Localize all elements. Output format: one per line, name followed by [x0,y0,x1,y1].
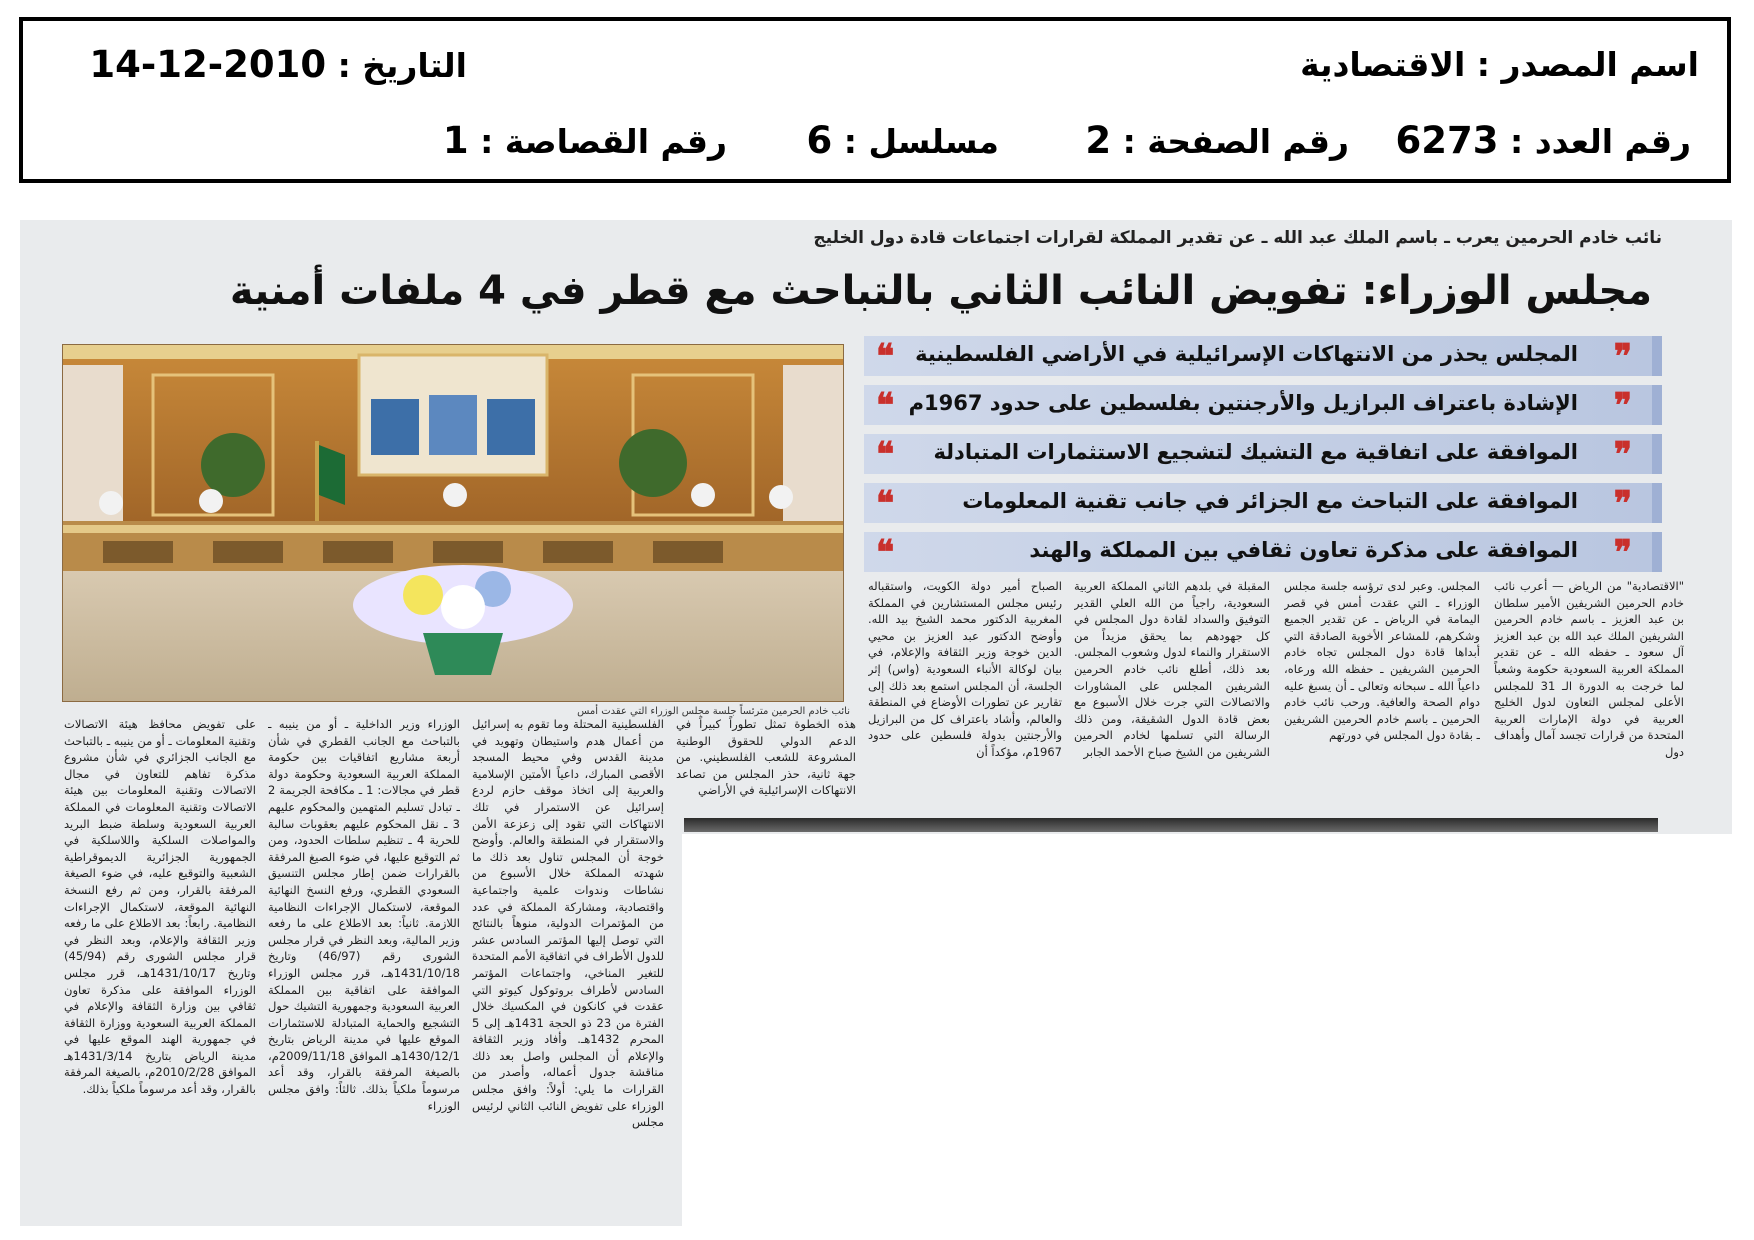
clip-number-label: رقم القصاصة : [468,122,727,161]
quote-open-icon: ❞ [1613,386,1632,426]
article-column [268,716,460,1216]
metadata-box [19,17,1731,183]
article-column [472,716,664,1216]
highlight-item [864,434,1662,474]
clipping-edge-strip [684,818,1658,832]
article-headline: مجلس الوزراء: تفويض النائب الثاني بالتباحث مع قطر في 4 ملفات أمنية [229,268,1652,314]
highlight-text: المجلس يحذر من الانتهاكات الإسرائيلية في الأراضي الفلسطينية [915,342,1578,366]
highlight-text: الموافقة على اتفاقية مع التشيك لتشجيع الاستثمارات المتبادلة [933,440,1578,464]
photo-caption: نائب خادم الحرمين مترئساً جلسة مجلس الوزراء التي عقدت أمس [577,706,850,717]
column-text: هذه الخطوة تمثل تطوراً كبيراً في الدعم الدولي للحقوق الوطنية المشروعة للشعب الفلسطيني. من جهة ثانية، حذر المجلس من تصاعد الانتهاكات الإسرائيلية في الأراضي [676,717,856,798]
column-text: "الاقتصادية" من الرياض — أعرب نائب خادم الحرمين الشريفين الأمير سلطان بن عبد العزيز ـ باسم خادم الحرمين الشريفين الملك عبد الله بن عبد العزيز آل سعود ـ حفظه الله ـ عن تقدير المملكة العربية السعودية حكومة وشعباً لما خرجت به الدورة الـ 31 للمجلس الأعلى لمجلس التعاون لدول الخليج العربية في دولة الإمارات العربية المتحدة من قرارات تجسد آمال وأهداف دول [1494,579,1684,759]
issue-value: 6273 [1395,119,1499,162]
highlight-text: الموافقة على التباحث مع الجزائر في جانب تقنية المعلومات [962,489,1578,513]
quote-close-icon: ❝ [876,435,895,475]
serial-value: 6 [806,119,833,162]
article-column [1494,578,1684,804]
newspaper-clipping [20,220,1732,1226]
page-value: 2 [1085,119,1112,162]
quote-close-icon: ❝ [876,386,895,426]
page-label: رقم الصفحة : [1111,122,1349,161]
page-field [1085,121,1349,162]
quote-close-icon: ❝ [876,337,895,377]
source-field [1300,45,1699,85]
source-label: اسم المصدر : [1465,45,1699,84]
cabinet-session-photo [62,344,844,702]
clip-number-field [443,121,727,162]
cabinet-session-illustration [63,345,843,701]
article-column [64,716,256,1216]
quote-open-icon: ❞ [1613,484,1632,524]
highlight-text: الإشادة باعتراف البرازيل والأرجنتين بفلسطين على حدود 1967م [908,391,1578,415]
date-field [89,45,467,86]
column-text: المقبلة في بلدهم الثاني المملكة العربية السعودية، راجياً من الله العلي القدير التوفيق والسداد لقادة دول المجلس في كل جهودهم بما يحقق مزيداً من الاستقرار والنماء لدول وشعوب المجلس. بعد ذلك، أطلع نائب خادم الحرمين الشريفين المجلس على المشاورات والاتصالات التي جرت خلال الأسبوع مع بعض قادة الدول الشقيقة، ومن ذلك الرسالة التي تسلمها لخادم الحرمين الشريفين من الشيخ صباح الأحمد الجابر [1074,579,1270,759]
highlight-item [864,336,1662,376]
column-text: المجلس. وعبر لدى ترؤسه جلسة مجلس الوزراء ـ التي عقدت أمس في قصر اليمامة في الرياض ـ عن تقدير الجميع وشكرهم، للمشاعر الأخوية الصادقة التي أبداها قادة دول المجلس تجاه خادم الحرمين الشريفين ـ حفظه الله ورعاه، داعياً الله ـ سبحانه وتعالى ـ أن يسبغ عليه دوام الصحة والعافية. ورحب نائب خادم الحرمين ـ باسم خادم الحرمين الشريفين ـ بقادة دول المجلس في دورتهم [1284,579,1480,743]
article-column [1074,578,1270,804]
highlights-list [864,336,1662,581]
article-kicker: نائب خادم الحرمين يعرب ـ باسم الملك عبد الله ـ عن تقدير المملكة لقرارات اجتماعات قادة دول الخليج [813,228,1662,248]
quote-open-icon: ❞ [1613,337,1632,377]
article-column [868,578,1062,804]
column-text: الفلسطينية المحتلة وما تقوم به إسرائيل من أعمال هدم واستيطان وتهويد في مدينة القدس وفي محيط المسجد الأقصى المبارك، داعياً الأمتين الإسلامية والعربية إلى اتخاذ موقف حازم لردع إسرائيل عن الاستمرار في تلك الانتهاكات التي تقود إلى زعزعة الأمن والاستقرار في المنطقة والعالم. وأوضح خوجة أن المجلس تناول بعد ذلك ما شهدته المملكة خلال الأسبوع من نشاطات وندوات علمية واجتماعية واقتصادية، ومشاركة المملكة في عدد من المؤتمرات الدولية، منوهاً بالنتائج التي توصل إليها المؤتمر السادس عشر للدول الأطراف في اتفاقية الأمم المتحدة للتغير المناخي، واجتماعات المؤتمر السادس لأطراف بروتوكول كيوتو التي عقدت في كانكون في المكسيك خلال الفترة من 23 ذو الحجة 1431هـ إلى 5 المحرم 1432هـ. وأفاد وزير الثقافة والإعلام أن المجلس واصل بعد ذلك مناقشة جدول أعماله، وأصدر من القرارات ما يلي: أولاً: وافق مجلس الوزراء على تفويض النائب الثاني لرئيس مجلس [472,717,664,1130]
column-text: الصباح أمير دولة الكويت، واستقباله رئيس مجلس المستشارين في المملكة المغربية الدكتور محمد الشيخ بيد الله. وأوضح الدكتور عبد العزيز بن محيي الدين خوجة وزير الثقافة والإعلام، في بيان لوكالة الأنباء السعودية (واس) إثر الجلسة، أن المجلس استمع بعد ذلك إلى تقارير عن تطورات الأوضاع في المنطقة والعالم، وأشاد باعتراف كل من البرازيل والأرجنتين بدولة فلسطين على حدود 1967م، مؤكداً أن [868,579,1062,759]
quote-open-icon: ❞ [1613,533,1632,573]
article-column [1284,578,1480,804]
date-value: 2010-12-14 [89,43,327,86]
quote-open-icon: ❞ [1613,435,1632,475]
highlight-item [864,532,1662,572]
serial-field [807,121,999,162]
article-column [676,716,856,816]
highlight-text: الموافقة على مذكرة تعاون ثقافي بين المملكة والهند [1029,538,1578,562]
highlight-item [864,483,1662,523]
source-value: الاقتصادية [1300,45,1466,84]
date-label: التاريخ : [326,46,467,85]
issue-label: رقم العدد : [1498,122,1691,161]
column-text: على تفويض محافظ هيئة الاتصالات وتقنية المعلومات ـ أو من ينيبه ـ بالتباحث مع الجانب الجزائري في شأن مشروع مذكرة تفاهم للتعاون في مجال الاتصالات وتقنية المعلومات بين هيئة الاتصالات وتقنية المعلومات في المملكة العربية السعودية وسلطة ضبط البريد والمواصلات السلكية واللاسلكية في الجمهورية الجزائرية الديموقراطية الشعبية والتوقيع عليه، في ضوء الصيغة المرفقة بالقرار، ومن ثم رفع النسخة النهائية الموقعة، لاستكمال الإجراءات النظامية. رابعاً: بعد الاطلاع على ما رفعه وزير الثقافة والإعلام، وبعد النظر في قرار مجلس الشورى رقم (45/94) وتاريخ 1431/10/17هـ، قرر مجلس الوزراء الموافقة على مذكرة تعاون ثقافي بين وزارة الثقافة والإعلام في المملكة العربية السعودية ووزارة الثقافة في جمهورية الهند الموقع عليها في مدينة الرياض بتاريخ 1431/3/14هـ الموافق 2010/2/28م، بالصيغة المرفقة بالقرار، وقد أعد مرسوماً ملكياً بذلك. [64,717,256,1097]
quote-close-icon: ❝ [876,484,895,524]
clipping-blank-area [682,834,1732,1226]
column-text: الوزراء وزير الداخلية ـ أو من ينيبه ـ بالتباحث مع الجانب القطري في شأن أربعة مشاريع اتفاقيات بين حكومة المملكة العربية السعودية وحكومة دولة قطر في مجالات: 1 ـ مكافحة الجريمة 2 ـ تبادل تسليم المتهمين والمحكوم عليهم 3 ـ نقل المحكوم عليهم بعقوبات سالبة للحرية 4 ـ تنظيم سلطات الحدود، ومن ثم التوقيع عليها، في ضوء الصيغ المرفقة بالقرارات ضمن إطار مجلس التنسيق السعودي القطري، ورفع النسخ النهائية الموقعة، لاستكمال الإجراءات النظامية اللازمة. ثانياً: بعد الاطلاع على ما رفعه وزير المالية، وبعد النظر في قرار مجلس الشورى رقم (46/97) وتاريخ 1431/10/18هـ، قرر مجلس الوزراء الموافقة على اتفاقية بين المملكة العربية السعودية وجمهورية التشيك حول التشجيع والحماية المتبادلة للاستثمارات الموقع عليها في مدينة الرياض بتاريخ 1430/12/1هـ الموافق 2009/11/18م، بالصيغة المرفقة بالقرار، وقد أعد مرسوماً ملكياً بذلك. ثالثاً: وافق مجلس الوزراء [268,717,460,1113]
quote-close-icon: ❝ [876,533,895,573]
issue-field [1396,121,1691,162]
clip-number-value: 1 [442,119,469,162]
highlight-item [864,385,1662,425]
serial-label: مسلسل : [832,122,999,161]
